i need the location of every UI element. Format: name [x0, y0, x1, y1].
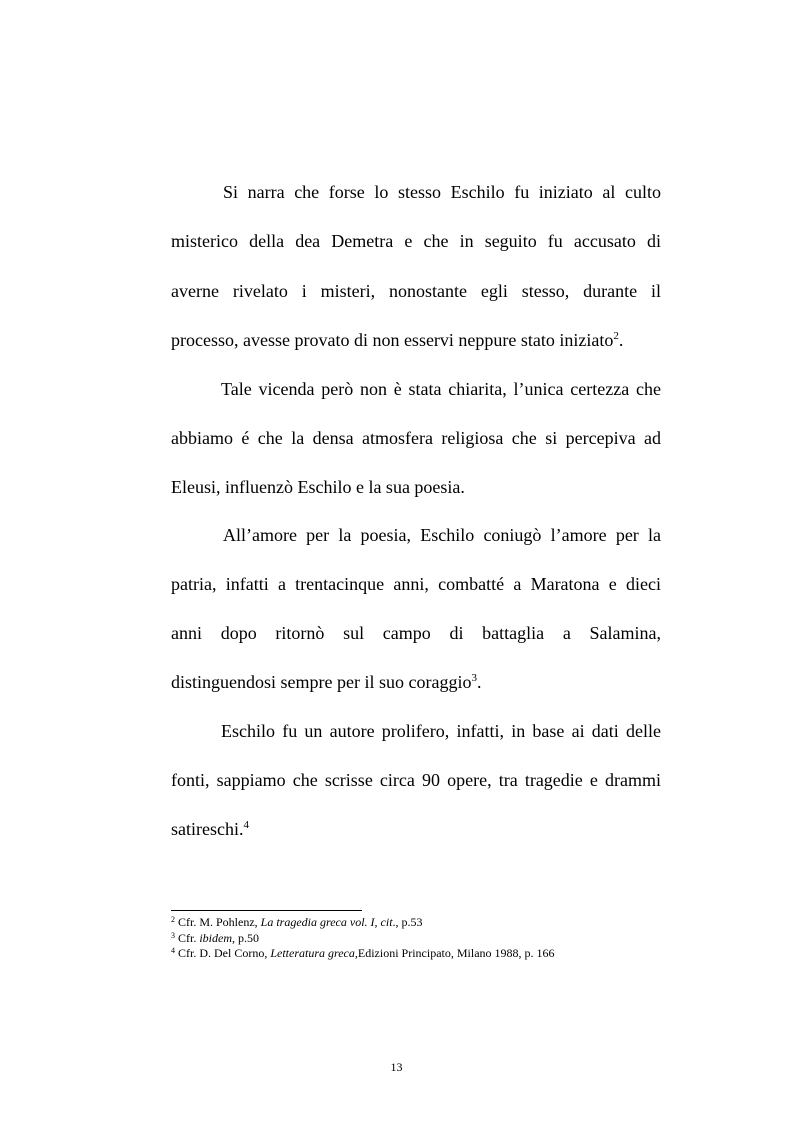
body-line: abbiamo é che la densa atmosfera religiosa che si percepiva ad	[171, 428, 661, 448]
page-number: 13	[390, 1060, 403, 1074]
footnote-ref: 4	[243, 819, 249, 831]
body-line: patria, infatti a trentacinque anni, combatté a Maratona e dieci	[171, 574, 661, 594]
footnote-separator	[171, 910, 362, 911]
body-line: Tale vicenda però non è stata chiarita, l’unica certezza che	[221, 379, 661, 399]
footnote-ref: 3	[471, 672, 477, 684]
body-line: Eleusi, influenzò Eschilo e la sua poesia.	[171, 477, 465, 497]
footnote: $^2$ Cfr. M. Pohlenz, La tragedia greca vol. I, cit., p.53	[171, 915, 423, 929]
footnote-ref: 2	[613, 330, 619, 342]
body-line: Si narra che forse lo stesso Eschilo fu iniziato al culto	[223, 182, 661, 202]
body-line: satireschi.$^4$	[171, 819, 249, 839]
body-line: averne rivelato i misteri, nonostante egli stesso, durante il	[171, 281, 661, 301]
body-line: distinguendosi sempre per il suo coraggio$^3$.	[171, 672, 482, 692]
body-line: Eschilo fu un autore prolifero, infatti, in base ai dati delle	[221, 721, 661, 741]
footnote: $^3$ Cfr. ibidem, p.50	[171, 931, 260, 945]
body-line: processo, avesse provato di non esservi neppure stato iniziato$^2$.	[171, 330, 624, 350]
body-line: misterico della dea Demetra e che in seguito fu accusato di	[171, 231, 661, 251]
footnote: $^4$ Cfr. D. Del Corno, Letteratura greca,Edizioni Principato, Milano 1988, p. 166	[171, 946, 555, 960]
body-line: fonti, sappiamo che scrisse circa 90 opere, tra tragedie e drammi	[171, 770, 661, 790]
body-line: All’amore per la poesia, Eschilo coniugò l’amore per la	[223, 525, 661, 545]
body-line: anni dopo ritornò sul campo di battaglia a Salamina,	[171, 623, 661, 643]
